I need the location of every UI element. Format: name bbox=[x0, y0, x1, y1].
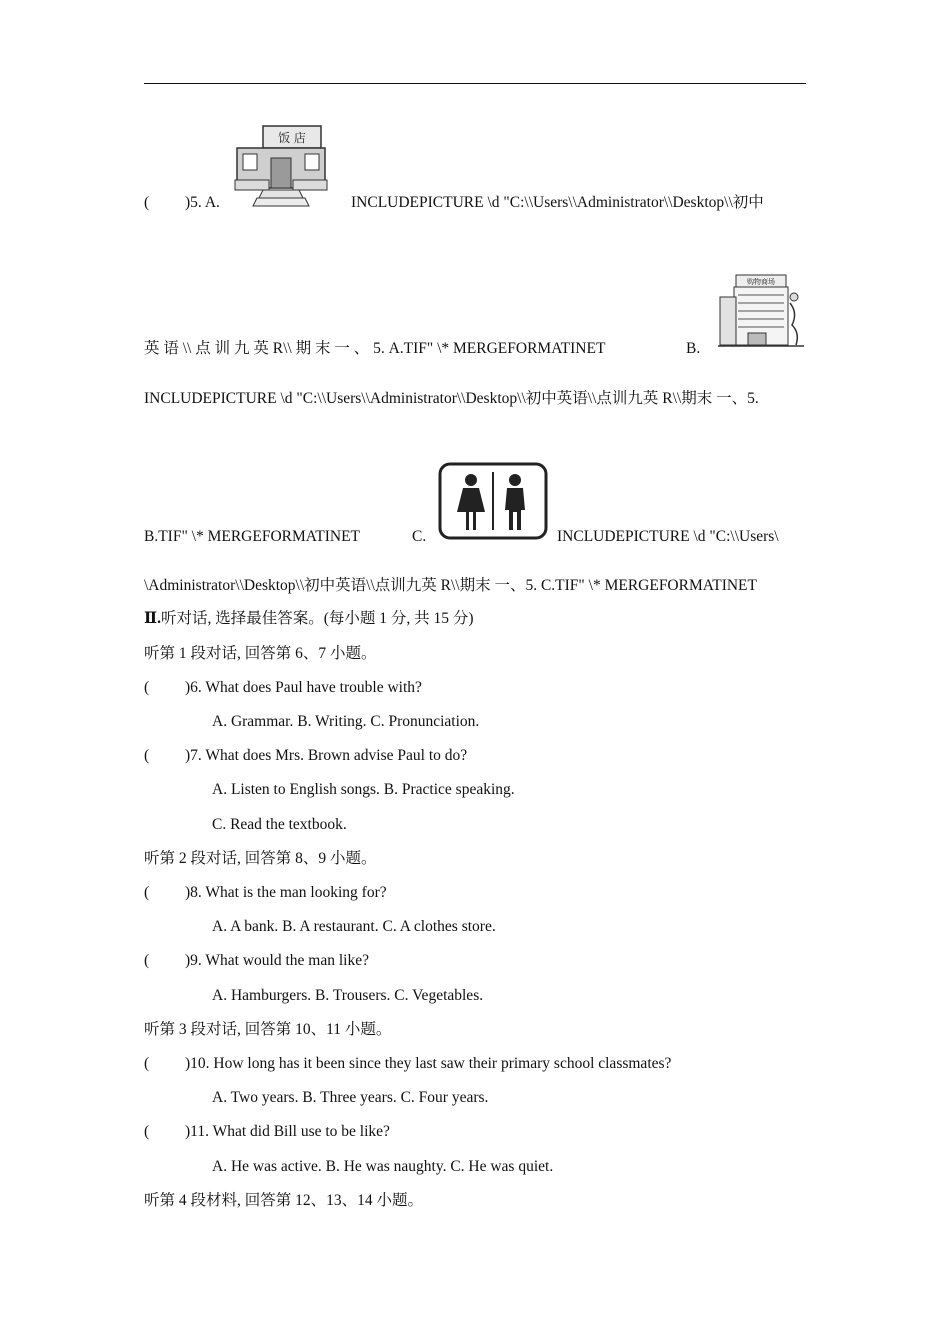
group-2-instruction: 听第 2 段对话, 回答第 8、9 小题。 bbox=[144, 850, 377, 867]
group-4-instruction: 听第 4 段材料, 回答第 12、13、14 小题。 bbox=[144, 1192, 424, 1209]
q5-number: ( )5. A. bbox=[144, 194, 220, 211]
header-rule bbox=[144, 83, 806, 84]
question-11-options: A. He was active. B. He was naughty. C. He was quiet. bbox=[212, 1158, 554, 1175]
q5-line2: 英 语 \\ 点 训 九 英 R\\ 期 末 一 、 5. A.TIF" \* MERGEFORMATINET bbox=[144, 340, 606, 357]
q5-line3: INCLUDEPICTURE \d "C:\\Users\\Administrator\\Desktop\\初中英语\\点训九英 R\\期末 一、5. bbox=[144, 390, 759, 407]
question-9: ( )9. What would the man like? bbox=[144, 952, 369, 969]
question-7: ( )7. What does Mrs. Brown advise Paul to do? bbox=[144, 747, 468, 764]
question-8: ( )8. What is the man looking for? bbox=[144, 884, 387, 901]
question-6-options: A. Grammar. B. Writing. C. Pronunciation. bbox=[212, 713, 480, 730]
restroom-sign-image bbox=[438, 462, 548, 540]
shopping-mall-image bbox=[718, 273, 804, 349]
group-3-instruction: 听第 3 段对话, 回答第 10、11 小题。 bbox=[144, 1021, 392, 1038]
q5-line4-head: B.TIF" \* MERGEFORMATINET bbox=[144, 528, 361, 545]
group-1-instruction: 听第 1 段对话, 回答第 6、7 小题。 bbox=[144, 645, 377, 662]
q5-b-label: B. bbox=[686, 340, 701, 357]
mall-sign-text: 购物商场 bbox=[747, 278, 775, 286]
section-2-header: Ⅱ.听对话, 选择最佳答案。(每小题 1 分, 共 15 分) bbox=[144, 610, 474, 627]
question-6: ( )6. What does Paul have trouble with? bbox=[144, 679, 422, 696]
question-8-options: A. A bank. B. A restaurant. C. A clothes store. bbox=[212, 918, 496, 935]
q5-c-label: C. bbox=[412, 528, 427, 545]
question-7-options-1: A. Listen to English songs. B. Practice speaking. bbox=[212, 781, 515, 798]
q5-line1-tail: INCLUDEPICTURE \d "C:\\Users\\Administrator\\Desktop\\初中 bbox=[351, 194, 764, 211]
restaurant-image bbox=[233, 124, 329, 208]
restaurant-sign-text: 饭 店 bbox=[278, 131, 306, 145]
question-11: ( )11. What did Bill use to be like? bbox=[144, 1123, 390, 1140]
q5-line5: \Administrator\\Desktop\\初中英语\\点训九英 R\\期末 一、5. C.TIF" \* MERGEFORMATINET bbox=[144, 577, 757, 594]
question-10: ( )10. How long has it been since they last saw their primary school classmates? bbox=[144, 1055, 672, 1072]
q5-line4-tail: INCLUDEPICTURE \d "C:\\Users\ bbox=[557, 528, 779, 545]
question-9-options: A. Hamburgers. B. Trousers. C. Vegetables. bbox=[212, 987, 484, 1004]
question-7-options-2: C. Read the textbook. bbox=[212, 816, 347, 833]
question-10-options: A. Two years. B. Three years. C. Four years. bbox=[212, 1089, 489, 1106]
